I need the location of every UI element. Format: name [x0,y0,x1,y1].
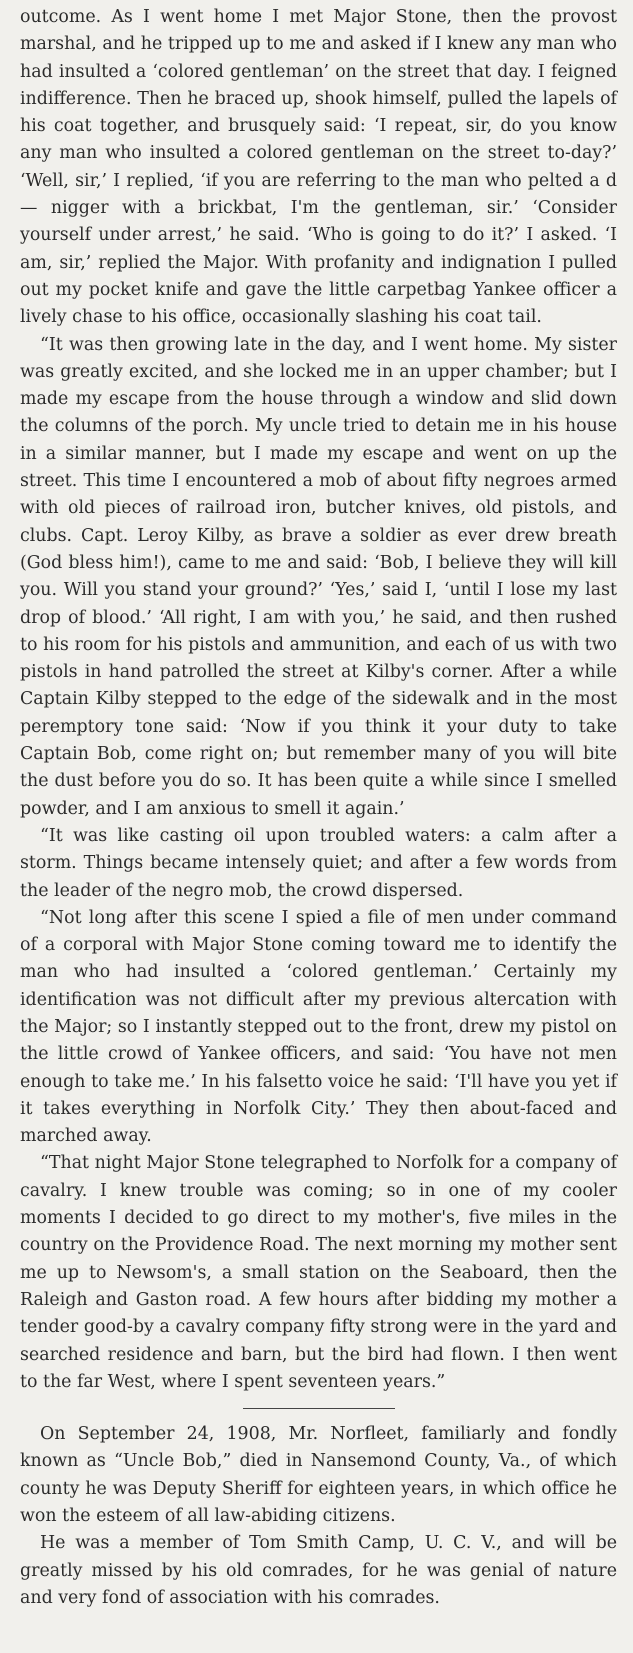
paragraph-camp-membership: He was a member of Tom Smith Camp, U. C. V., and will be greatly missed by his old comrades, for he was genial of nature and very fond of association with his comrades. [20,1533,617,1608]
paragraph-death-notice: On September 24, 1908, Mr. Norfleet, familiarly and fondly known as “Uncle Bob,” died in Nansemond County, Va., of which county he was Deputy Sheriff for eighteen years, in which office he won the esteem of all law-abiding citizens. [20,1424,617,1527]
obituary-section [20,1421,617,1612]
paragraph-corporal-file: “Not long after this scene I spied a file of men under command of a corporal with Major Stone coming toward me to identify the man who had insulted a ‘colored gentleman.’ Certainly my identification was not difficult after my previous altercation with the Major; so I instantly stepped out to the front, drew my pistol on the little crowd of Yankee officers, and said: ‘You have not men enough to take me.’ In his falsetto voice he said: ‘I'll have you yet if it takes everything in Norfolk City.’ They then about-faced and marched away. [20,907,617,1147]
paragraph-cavalry-escape: “That night Major Stone telegraphed to Norfolk for a company of cavalry. I knew trouble was coming; so in one of my cooler moments I decided to go direct to my mother's, five miles in the country on the Providence Road. The next morning my mother sent me up to Newsom's, a small station on the Seaboard, then the Raleigh and Gaston road. A few hours after bidding my mother a tender good-by a cavalry company fifty strong were in the yard and searched residence and barn, but the bird had flown. I then went to the far West, where I spent seventeen years.” [20,1153,617,1392]
paragraph-mob-standoff: “It was then growing late in the day, and I went home. My sister was greatly excited, and she locked me in an upper chamber; but I made my escape from the house through a window and slid down the columns of the porch. My uncle tried to detain me in his house in a similar manner, but I made my escape and went on up the street. This time I encountered a mob of about fifty negroes armed with old pieces of railroad iron, butcher knives, old pistols, and clubs. Capt. Leroy Kilby, as brave a soldier as ever drew breath (God bless him!), came to me and said: ‘Bob, I believe they will kill you. Will you stand your ground?’ ‘Yes,’ said I, ‘until I lose my last drop of blood.’ ‘All right, I am with you,’ he said, and then rushed to his room for his pistols and ammunition, and each of us with two pistols in hand patrolled the street at Kilby's corner. After a while Captain Kilby stepped to the edge of the sidewalk and in the most peremptory tone said: ‘Now if you think it your duty to take Captain Bob, come right on; but remember many of you will bite the dust before you do so. It has been quite a while since I smelled powder, and I am anxious to smell it again.’ [20,334,617,819]
section-divider [243,1408,395,1409]
document-page [20,4,617,1612]
paragraph-arrest-encounter: outcome. As I went home I met Major Stone, then the provost marshal, and he tripped up to me and asked if I knew any man who had insulted a ‘colored gentleman’ on the street that day. I feigned indifference. Then he braced up, shook himself, pulled the lapels of his coat together, and brusquely said: ‘I repeat, sir, do you know any man who insulted a colored gentleman on the street to-day?’ ‘Well, sir,’ I replied, ‘if you are referring to the man who pelted a d— nigger with a brickbat, I'm the gentleman, sir.’ ‘Consider yourself under arrest,’ he said. ‘Who is going to do it?’ I asked. ‘I am, sir,’ replied the Major. With profanity and indignation I pulled out my pocket knife and gave the little carpetbag Yankee officer a lively chase to his office, occasionally slashing his coat tail. [20,7,617,328]
paragraph-calm-after-storm: “It was like casting oil upon troubled waters: a calm after a storm. Things became intensely quiet; and after a few words from the leader of the negro mob, the crowd dispersed. [20,825,617,901]
